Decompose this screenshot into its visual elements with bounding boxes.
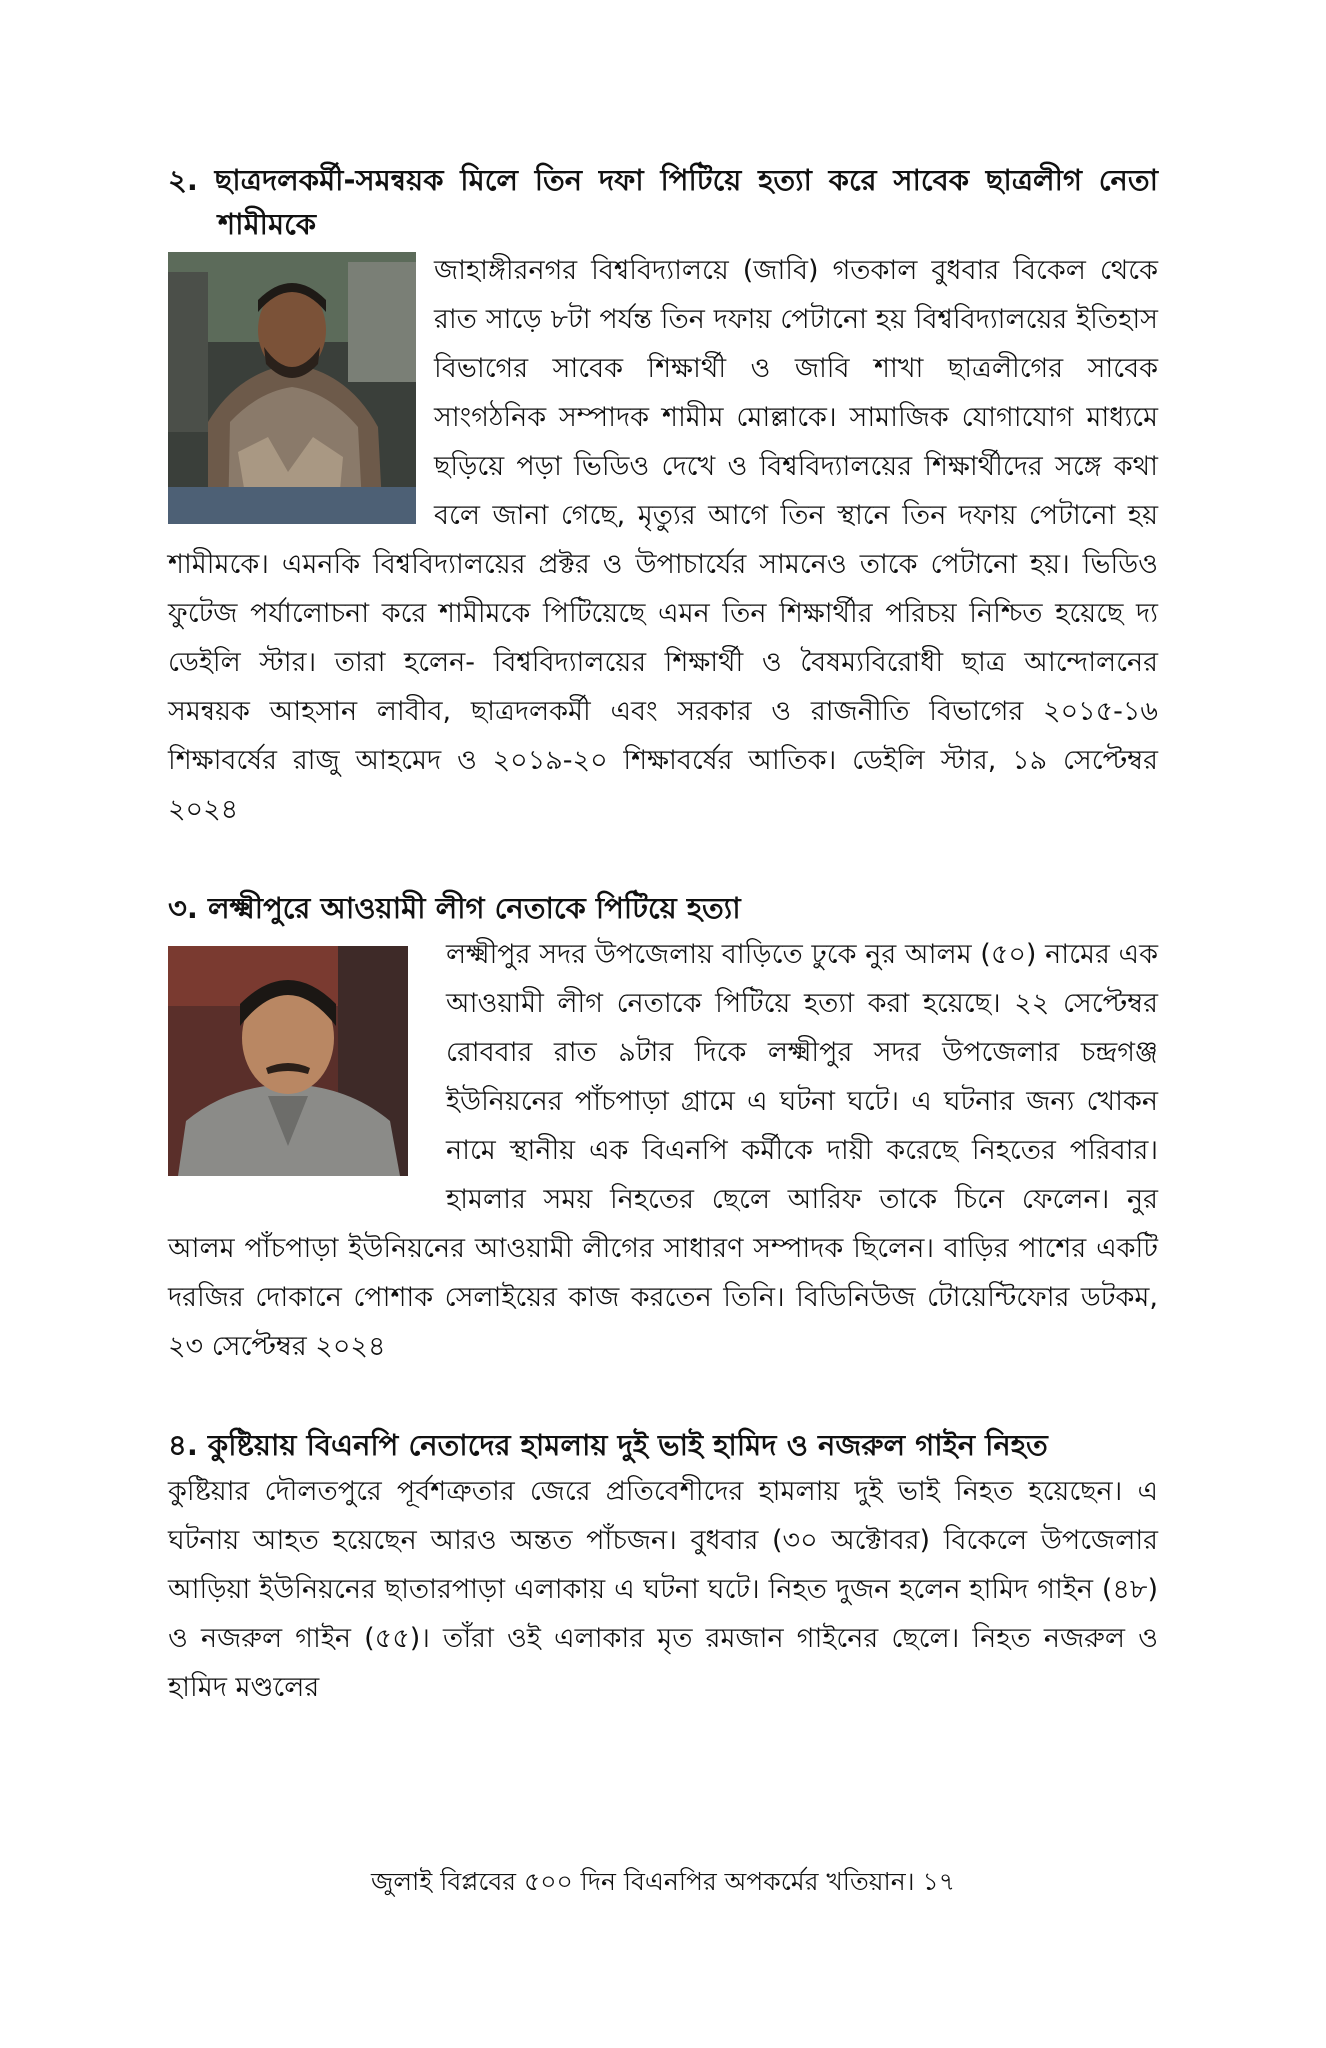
article-heading: ৩. লক্ষ্মীপুরে আওয়ামী লীগ নেতাকে পিটিয়ে হত্যা (168, 891, 741, 925)
article-heading: ৪. কুষ্টিয়ায় বিএনপি নেতাদের হামলায় দুই ভাই হামিদ ও নজরুল গাইন নিহত (168, 1428, 1048, 1462)
article-section-4 (168, 1423, 1158, 1712)
article-section-2 (168, 158, 1158, 834)
article-section-3 (168, 886, 1158, 1371)
article-body: জাহাঙ্গীরনগর বিশ্ববিদ্যালয়ে (জাবি) গতকাল বুধবার বিকেল থেকে রাত সাড়ে ৮টা পর্যন্ত তিন দফায় পেটানো হয় বিশ্ববিদ্যালয়ের ইতিহাস বিভাগের সাবেক শিক্ষার্থী ও জাবি শাখা ছাত্রলীগের সাবেক সাংগঠনিক সম্পাদক শামীম মোল্লাকে। সামাজিক যোগাযোগ মাধ্যমে ছড়িয়ে পড়া ভিডিও দেখে ও বিশ্ববিদ্যালয়ের শিক্ষার্থীদের সঙ্গে কথা বলে জানা গেছে, মৃত্যুর আগে তিন স্থানে তিন দফায় পেটানো হয় শামীমকে। এমনকি বিশ্ববিদ্যালয়ের প্রক্টর ও উপাচার্যের সামনেও তাকে পেটানো হয়। ভিডিও ফুটেজ পর্যালোচনা করে শামীমকে পিটিয়েছে এমন তিন শিক্ষার্থীর পরিচয় নিশ্চিত হয়েছে দ্য ডেইলি স্টার। তারা হলেন- বিশ্ববিদ্যালয়ের শিক্ষার্থী ও বৈষম্যবিরোধী ছাত্র আন্দোলনের সমন্বয়ক আহসান লাবীব, ছাত্রদলকর্মী এবং সরকার ও রাজনীতি বিভাগের ২০১৫-১৬ শিক্ষাবর্ষের রাজু আহমেদ ও ২০১৯-২০ শিক্ষাবর্ষের আতিক। ডেইলি স্টার, ১৯ সেপ্টেম্বর ২০২৪ (168, 255, 1158, 825)
article-body: লক্ষ্মীপুর সদর উপজেলায় বাড়িতে ঢুকে নুর আলম (৫০) নামের এক আওয়ামী লীগ নেতাকে পিটিয়ে হত্যা করা হয়েছে। ২২ সেপ্টেম্বর রোববার রাত ৯টার দিকে লক্ষ্মীপুর সদর উপজেলার চন্দ্রগঞ্জ ইউনিয়নের পাঁচপাড়া গ্রামে এ ঘটনা ঘটে। এ ঘটনার জন্য খোকন নামে স্থানীয় এক বিএনপি কর্মীকে দায়ী করেছে নিহতের পরিবার। হামলার সময় নিহতের ছেলে আরিফ তাকে চিনে ফেলেন। নুর আলম পাঁচপাড়া ইউনিয়নের আওয়ামী লীগের সাধারণ সম্পাদক ছিলেন। বাড়ির পাশের একটি দরজির দোকানে পোশাক সেলাইয়ের কাজ করতেন তিনি। বিডিনিউজ টোয়েন্টিফোর ডটকম, ২৩ সেপ্টেম্বর ২০২৪ (168, 939, 1158, 1362)
article-heading: ২. ছাত্রদলকর্মী-সমন্বয়ক মিলে তিন দফা পিটিয়ে হত্যা করে সাবেক ছাত্রলীগ নেতা শামীমকে (168, 163, 1158, 241)
page-footer: জুলাই বিপ্লবের ৫০০ দিন বিএনপির অপকর্মের খতিয়ান। ১৭ (371, 1867, 955, 1896)
page-content (168, 158, 1158, 1764)
article-body: কুষ্টিয়ার দৌলতপুরে পূর্বশত্রুতার জেরে প্রতিবেশীদের হামলায় দুই ভাই নিহত হয়েছেন। এ ঘটনায় আহত হয়েছেন আরও অন্তত পাঁচজন। বুধবার (৩০ অক্টোবর) বিকেলে উপজেলার আড়িয়া ইউনিয়নের ছাতারপাড়া এলাকায় এ ঘটনা ঘটে। নিহত দুজন হলেন হামিদ গাইন (৪৮) ও নজরুল গাইন (৫৫)। তাঁরা ওই এলাকার মৃত রমজান গাইনের ছেলে। নিহত নজরুল ও হামিদ মণ্ডলের (168, 1476, 1158, 1703)
shamim-photo (168, 252, 416, 524)
nur-alam-photo (168, 946, 408, 1176)
